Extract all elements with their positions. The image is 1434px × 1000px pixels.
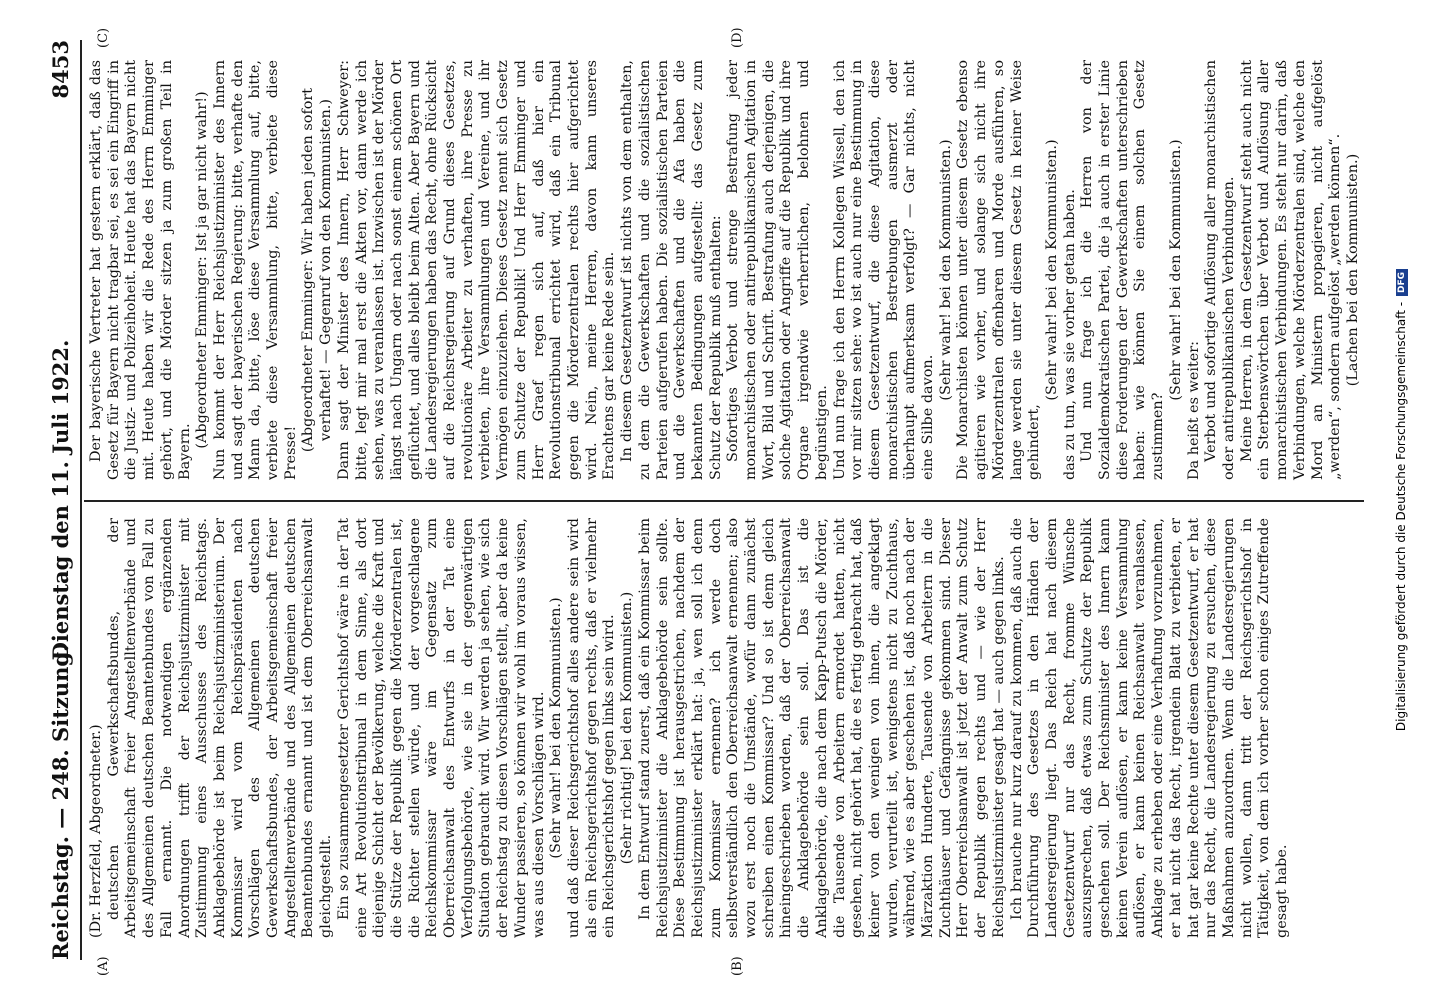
right-paragraph: Und nun frage ich den Herrn Kollegen Wissell, den ich vor mir sitzen sehe: wo ist auch nur eine Bestimmung in diesem Gesetzentwurf, die diese Agitation, diese monarchistischen Bestrebungen ausmerzt oder überhaupt aufmerksam verfolgt? — Gar nichts, nicht eine Silbe davon. xyxy=(831,60,937,480)
right-paragraph: Die Monarchisten können unter diesem Gesetz ebenso agitieren wie vorher, und solange sich nicht ihre Mörderzentralen offenbaren und Morde ausführen, so lange werden sie unter diesem Gesetz in keiner Weise gehindert, xyxy=(955,60,1043,480)
left-text-column xyxy=(88,518,1358,938)
right-paragraph: Da heißt es weiter: xyxy=(1185,341,1202,480)
interjection: (Sehr wahr! bei den Kommunisten.) xyxy=(1043,139,1060,401)
right-paragraph: Dann sagt der Minister des Innern, Herr Schweyer: bitte, legt mir mal erst die Akten vor, dann werde ich sehen, was zu veranlassen ist. Inzwischen ist der Mörder längst nach Ungarn oder nach sonst einem schönen Ort geflüchtet, und alles bleibt beim Alten. Aber Bayern und die Landesregierungen haben das Recht, ohne Rücksicht auf die Reichsregierung auf Grund dieses Gesetzes, revolutionäre Arbeiter zu verhaften, ihre Presse zu verbieten, ihre Versammlungen und Vereine, und ihr Vermögen einzuziehen. Dieses Gesetz nennt sich Gesetz zum Schutze der Republik! Und Herr Emminger und Herr Graef regen sich auf, daß hier ein Revolutionstribunal errichtet wird, daß ein Tribunal gegen die Mörderzentralen rechts hier aufgerichtet wird. Nein, meine Herren, davon kann unseres Erachtens gar keine Rede sein. xyxy=(335,60,618,480)
left-paragraph: In dem Entwurf stand zuerst, daß ein Kommissar beim Reichsjustizminister die Anklagebehörde sein sollte. Diese Bestimmung ist herausgestrichen, nachdem der Reichsjustizminister erklärt hat: ja, wen soll ich denn zum Kommissar ernennen? ich werde doch selbstverständlich den Oberreichsanwalt ernennen; also wozu erst noch die Umstände, wofür dann zunächst schreiben einen Kommissar? Und so ist denn gleich hineingeschrieben worden, daß der Oberreichsanwalt die Anklagebehörde sein soll. Das ist die Anklagebehörde, die nach dem Kapp-Putsch die Mörder, die Tausende von Arbeitern ermordet hatten, nicht gesehen, nicht gehört hat, die es fertig gebracht hat, daß keiner von den wenigen von ihnen, die angeklagt wurden, verurteilt ist, wenigstens nicht zu Zuchthaus, während, wie es aber geschehen ist, daß noch nach der Märzaktion Hunderte, Tausende von Arbeitern in die Zuchthäuser und Gefängnisse gekommen sind. Dieser Herr Oberreichsanwalt ist jetzt der Anwalt zum Schutz der Republik gegen rechts und — wie der Herr Reichsjustizminister gesagt hat — auch gegen links. xyxy=(636,518,1007,938)
dfg-logo: DFG xyxy=(1396,269,1408,296)
left-paragraph: deutschen Gewerkschaftsbundes, der Arbeitsgemeinschaft freier Angestelltenverbände und des Allgemeinen deutschen Beamtenbundes von Fall zu Fall ernannt. Die notwendigen ergänzenden Anordnungen trifft der Reichsjustizminister mit Zustimmung eines Ausschusses des Reichstags. Anklagebehörde ist beim Reichsjustizministerium. Der Kommissar wird vom Reichspräsidenten nach Vorschlägen des Allgemeinen deutschen Gewerkschaftsbundes, der Arbeitsgemeinschaft freier Angestelltenverbände und des Allgemeinen deutschen Beamtenbundes ernannt und ist dem Oberreichsanwalt gleichgestellt. xyxy=(105,518,335,938)
digitization-credit-text: Digitalisierung gefördert durch die Deutsche Forschungsgemeinschaft - xyxy=(1394,301,1408,732)
right-text-column xyxy=(88,60,1361,480)
margin-marker-a: (A) xyxy=(96,956,111,976)
right-paragraph: das zu tun, was sie vorher getan haben. xyxy=(1061,189,1078,480)
left-paragraph: Ein so zusammengesetzter Gerichtshof wäre in der Tat eine Art Revolutionstribunal in dem Sinne, als dort diejenige Schicht der Bevölkerung, welche die Kraft und die Stütze der Republik gegen die Mörderzentralen ist, die Richter stellen würde, und der vorgeschlagene Reichskommissar wäre im Gegensatz zum Oberreichsanwalt des Entwurfs in der Tat eine Verfolgungsbehörde, wie sie in der gegenwärtigen Situation gebraucht wird. Wir werden ja sehen, wie sich der Reichstag zu diesen Vorschlägen stellt, aber da keine Wunder passieren, so können wir wohl im voraus wissen, was aus diesen Vorschlägen wird. xyxy=(335,518,547,938)
left-paragraph: und daß dieser Reichsgerichtshof alles andere sein wird als ein Reichsgerichtshof gegen rechts, daß er vielmehr ein Reichsgerichtshof gegen links sein wird. xyxy=(565,518,618,938)
margin-marker-d: (D) xyxy=(730,27,745,48)
page-header-date: Dienstag den 11. Juli 1922. xyxy=(48,339,73,661)
page-header-session: Reichstag. — 248. Sitzung. xyxy=(48,644,73,960)
quoted-demand: Verbot und sofortige Auflösung aller monarchistischen oder antirepublikanischen Verbindungen. xyxy=(1203,60,1237,480)
header-rule xyxy=(80,40,82,960)
right-paragraph: In diesem Gesetzentwurf ist nichts von dem enthalten, zu dem die Gewerkschaften und die sozialistischen Parteien aufgerufen haben. Die sozialistischen Parteien und die Gewerkschaften und die Afa haben die bekannten Bedingungen aufgestellt: das Gesetz zum Schutz der Republik muß enthalten: xyxy=(619,60,724,480)
interjection: (Lachen bei den Kommunisten.) xyxy=(1344,153,1361,387)
right-paragraph: Meine Herren, in dem Gesetzentwurf steht auch nicht ein Sterbenswörtchen über Verbot und Auflösung aller monarchistischen Verbindungen. Es steht nur darin, daß Verbindungen, welche Mörderzentralen sind, welche den Mord an Ministern propagieren, nicht aufgelöst „werden“, sondern aufgelöst „werden können“. xyxy=(1238,60,1344,480)
speaker-label: (Dr. Herzfeld, Abgeordneter.) xyxy=(88,724,104,938)
interjection: (Abgeordneter Emminger: Wir haben jeden sofort verhaftet! — Gegenruf von den Kommunisten.) xyxy=(300,87,335,453)
interjection: (Sehr wahr! bei den Kommunisten.) xyxy=(1167,139,1184,401)
right-paragraph: Nun kommt der Herr Reichsjustizminister des Innern und sagt der bayerischen Regierung: bitte, verhafte den Mann da, bitte, löse diese Versammlung auf, bitte, verbiete diese Versammlung, bitte, verbiete diese Presse! xyxy=(211,60,299,480)
digitization-credit xyxy=(1394,0,1408,1000)
left-paragraph: Ich brauche nur kurz darauf zu kommen, daß auch die Durchführung des Gesetzes in den Händen der Landesregierung liegt. Das Reich hat nach diesem Gesetzentwurf nur das Recht, fromme Wünsche auszusprechen, daß etwas zum Schutze der Republik geschehen soll. Der Reichsminister des Innern kann keinen Verein auflösen, er kann keine Versammlung auflösen, er kann keinen Reichsanwalt veranlassen, Anklage zu erheben oder eine Verhaftung vorzunehmen, er hat nicht das Recht, irgendein Blatt zu verbieten, er hat gar keine Rechte unter diesem Gesetzentwurf, er hat nur das Recht, die Landesregierung zu ersuchen, diese Maßnahmen anzuordnen. Wenn die Landesregierungen nicht wollen, dann tritt der Reichsgerichtshof in Tätigkeit, von dem ich vorher schon einiges Zutreffende gesagt habe. xyxy=(1008,518,1291,938)
margin-marker-c: (C) xyxy=(96,27,111,48)
right-paragraph: Der bayerische Vertreter hat gestern erklärt, daß das Gesetz für Bayern nicht tragbar sei, es sei ein Eingriff in die Justiz- und Polizeihoheit. Heute hat das Bayern nicht mit. Heute haben wir die Rede des Herrn Emminger gehört, und die Mörder sitzen ja zum großen Teil in Bayern. xyxy=(88,60,193,480)
interjection: (Sehr wahr! bei den Kommunisten.) xyxy=(548,597,565,859)
interjection: (Sehr richtig! bei den Kommunisten.) xyxy=(619,591,636,865)
margin-marker-b: (B) xyxy=(730,956,745,976)
right-paragraph: Und nun frage ich die Herren von der Sozialdemokratischen Partei, die ja auch in erster Linie diese Forderungen der Gewerkschaften unterschrieben haben: wie können Sie einem solchen Gesetz zustimmen? xyxy=(1079,60,1167,480)
interjection: (Abgeordneter Emminger: Ist ja gar nicht wahr!) xyxy=(194,91,211,449)
quoted-demand: Sofortiges Verbot und strenge Bestrafung jeder monarchistischen oder antirepublikanischen Agitation in Wort, Bild und Schrift. Bestrafung auch derjenigen, die solche Agitation oder Angriffe auf die Republik und ihre Organe irgendwie verherrlichen, belohnen und begünstigen. xyxy=(725,60,830,480)
interjection: (Sehr wahr! bei den Kommunisten.) xyxy=(937,139,954,401)
column-divider xyxy=(84,500,1364,502)
page-number: 8453 xyxy=(48,40,73,99)
